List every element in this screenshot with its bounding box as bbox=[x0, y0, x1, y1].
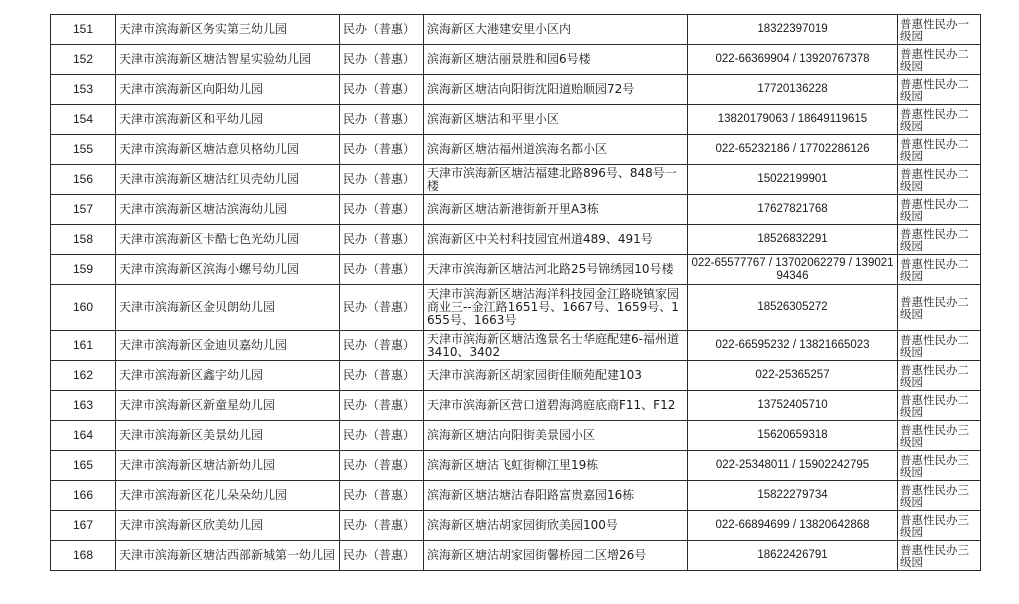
ownership-type-cell: 民办（普惠） bbox=[340, 391, 424, 421]
table-row bbox=[51, 45, 981, 75]
table-row bbox=[51, 361, 981, 391]
phone-cell: 15022199901 bbox=[688, 165, 898, 195]
kindergarten-name-cell: 天津市滨海新区卡酷七色光幼儿园 bbox=[116, 225, 340, 255]
table-row bbox=[51, 421, 981, 451]
row-number-cell: 151 bbox=[51, 15, 116, 45]
ownership-type-cell: 民办（普惠） bbox=[340, 511, 424, 541]
table-row bbox=[51, 225, 981, 255]
address-cell: 天津市滨海新区营口道碧海鸿庭底商F11、F12 bbox=[424, 391, 688, 421]
kindergarten-name-cell: 天津市滨海新区欣美幼儿园 bbox=[116, 511, 340, 541]
address-cell: 滨海新区塘沽和平里小区 bbox=[424, 105, 688, 135]
table-row bbox=[51, 391, 981, 421]
table-row bbox=[51, 331, 981, 361]
phone-cell: 17627821768 bbox=[688, 195, 898, 225]
row-number-cell: 161 bbox=[51, 331, 116, 361]
table-body bbox=[51, 15, 981, 571]
ownership-type-cell: 民办（普惠） bbox=[340, 225, 424, 255]
phone-cell: 022-66894699 / 13820642868 bbox=[688, 511, 898, 541]
phone-cell: 022-25348011 / 15902242795 bbox=[688, 451, 898, 481]
address-cell: 天津市滨海新区塘沽逸景名士华庭配建6-福州道3410、3402 bbox=[424, 331, 688, 361]
address-cell: 滨海新区中关村科技园宜州道489、491号 bbox=[424, 225, 688, 255]
table-row bbox=[51, 541, 981, 571]
phone-cell: 18526305272 bbox=[688, 285, 898, 331]
kindergarten-name-cell: 天津市滨海新区美景幼儿园 bbox=[116, 421, 340, 451]
kindergarten-name-cell: 天津市滨海新区塘沽滨海幼儿园 bbox=[116, 195, 340, 225]
kindergarten-name-cell: 天津市滨海新区滨海小螺号幼儿园 bbox=[116, 255, 340, 285]
kindergarten-name-cell: 天津市滨海新区塘沽智星实验幼儿园 bbox=[116, 45, 340, 75]
ownership-type-cell: 民办（普惠） bbox=[340, 421, 424, 451]
ownership-type-cell: 民办（普惠） bbox=[340, 195, 424, 225]
level-cell: 普惠性民办二级园 bbox=[898, 331, 981, 361]
table-row bbox=[51, 481, 981, 511]
kindergarten-table bbox=[50, 14, 981, 571]
address-cell: 滨海新区塘沽胡家园街欣美园100号 bbox=[424, 511, 688, 541]
ownership-type-cell: 民办（普惠） bbox=[340, 15, 424, 45]
level-cell: 普惠性民办三级园 bbox=[898, 421, 981, 451]
level-cell: 普惠性民办二级园 bbox=[898, 135, 981, 165]
level-cell: 普惠性民办二级园 bbox=[898, 45, 981, 75]
table-row bbox=[51, 105, 981, 135]
kindergarten-name-cell: 天津市滨海新区花儿朵朵幼儿园 bbox=[116, 481, 340, 511]
table-row bbox=[51, 135, 981, 165]
address-cell: 滨海新区塘沽胡家园街馨桥园二区增26号 bbox=[424, 541, 688, 571]
address-cell: 滨海新区塘沽飞虹街柳江里19栋 bbox=[424, 451, 688, 481]
level-cell: 普惠性民办三级园 bbox=[898, 451, 981, 481]
row-number-cell: 168 bbox=[51, 541, 116, 571]
ownership-type-cell: 民办（普惠） bbox=[340, 331, 424, 361]
table-row bbox=[51, 195, 981, 225]
phone-cell: 022-65577767 / 13702062279 / 13902194346 bbox=[688, 255, 898, 285]
level-cell: 普惠性民办二级园 bbox=[898, 391, 981, 421]
row-number-cell: 152 bbox=[51, 45, 116, 75]
phone-cell: 13752405710 bbox=[688, 391, 898, 421]
kindergarten-name-cell: 天津市滨海新区向阳幼儿园 bbox=[116, 75, 340, 105]
address-cell: 滨海新区塘沽塘沽春阳路富贵嘉园16栋 bbox=[424, 481, 688, 511]
address-cell: 天津市滨海新区胡家园街佳顺苑配建103 bbox=[424, 361, 688, 391]
ownership-type-cell: 民办（普惠） bbox=[340, 481, 424, 511]
phone-cell: 18322397019 bbox=[688, 15, 898, 45]
address-cell: 滨海新区塘沽新港街新开里A3栋 bbox=[424, 195, 688, 225]
phone-cell: 022-66369904 / 13920767378 bbox=[688, 45, 898, 75]
row-number-cell: 166 bbox=[51, 481, 116, 511]
level-cell: 普惠性民办三级园 bbox=[898, 511, 981, 541]
ownership-type-cell: 民办（普惠） bbox=[340, 541, 424, 571]
table-row bbox=[51, 451, 981, 481]
ownership-type-cell: 民办（普惠） bbox=[340, 45, 424, 75]
kindergarten-name-cell: 天津市滨海新区金贝朗幼儿园 bbox=[116, 285, 340, 331]
row-number-cell: 162 bbox=[51, 361, 116, 391]
phone-cell: 15822279734 bbox=[688, 481, 898, 511]
phone-cell: 18622426791 bbox=[688, 541, 898, 571]
level-cell: 普惠性民办三级园 bbox=[898, 481, 981, 511]
level-cell: 普惠性民办一级园 bbox=[898, 15, 981, 45]
table-row bbox=[51, 75, 981, 105]
address-cell: 滨海新区塘沽向阳街美景园小区 bbox=[424, 421, 688, 451]
ownership-type-cell: 民办（普惠） bbox=[340, 75, 424, 105]
phone-cell: 022-65232186 / 17702286126 bbox=[688, 135, 898, 165]
row-number-cell: 164 bbox=[51, 421, 116, 451]
row-number-cell: 159 bbox=[51, 255, 116, 285]
ownership-type-cell: 民办（普惠） bbox=[340, 105, 424, 135]
row-number-cell: 153 bbox=[51, 75, 116, 105]
row-number-cell: 163 bbox=[51, 391, 116, 421]
level-cell: 普惠性民办二级园 bbox=[898, 195, 981, 225]
address-cell: 天津市滨海新区塘沽福建北路896号、848号一楼 bbox=[424, 165, 688, 195]
kindergarten-name-cell: 天津市滨海新区塘沽西部新城第一幼儿园 bbox=[116, 541, 340, 571]
kindergarten-name-cell: 天津市滨海新区塘沽意贝格幼儿园 bbox=[116, 135, 340, 165]
ownership-type-cell: 民办（普惠） bbox=[340, 361, 424, 391]
table-row bbox=[51, 15, 981, 45]
ownership-type-cell: 民办（普惠） bbox=[340, 255, 424, 285]
phone-cell: 17720136228 bbox=[688, 75, 898, 105]
address-cell: 滨海新区塘沽向阳街沈阳道贻顺园72号 bbox=[424, 75, 688, 105]
table-row bbox=[51, 285, 981, 331]
kindergarten-name-cell: 天津市滨海新区塘沽红贝壳幼儿园 bbox=[116, 165, 340, 195]
phone-cell: 18526832291 bbox=[688, 225, 898, 255]
table-row bbox=[51, 511, 981, 541]
kindergarten-name-cell: 天津市滨海新区和平幼儿园 bbox=[116, 105, 340, 135]
ownership-type-cell: 民办（普惠） bbox=[340, 135, 424, 165]
ownership-type-cell: 民办（普惠） bbox=[340, 165, 424, 195]
kindergarten-name-cell: 天津市滨海新区塘沽新幼儿园 bbox=[116, 451, 340, 481]
address-cell: 天津市滨海新区塘沽海洋科技园金江路晓镇家园商业三--金江路1651号、1667号、1659号、1655号、1663号 bbox=[424, 285, 688, 331]
row-number-cell: 160 bbox=[51, 285, 116, 331]
row-number-cell: 165 bbox=[51, 451, 116, 481]
kindergarten-name-cell: 天津市滨海新区新童星幼儿园 bbox=[116, 391, 340, 421]
level-cell: 普惠性民办二级园 bbox=[898, 75, 981, 105]
kindergarten-name-cell: 天津市滨海新区务实第三幼儿园 bbox=[116, 15, 340, 45]
ownership-type-cell: 民办（普惠） bbox=[340, 285, 424, 331]
table-row bbox=[51, 255, 981, 285]
level-cell: 普惠性民办三级园 bbox=[898, 541, 981, 571]
level-cell: 普惠性民办二级园 bbox=[898, 285, 981, 331]
ownership-type-cell: 民办（普惠） bbox=[340, 451, 424, 481]
kindergarten-name-cell: 天津市滨海新区金迪贝嘉幼儿园 bbox=[116, 331, 340, 361]
phone-cell: 022-66595232 / 13821665023 bbox=[688, 331, 898, 361]
level-cell: 普惠性民办二级园 bbox=[898, 165, 981, 195]
table-row bbox=[51, 165, 981, 195]
address-cell: 滨海新区塘沽福州道滨海名都小区 bbox=[424, 135, 688, 165]
kindergarten-name-cell: 天津市滨海新区鑫宇幼儿园 bbox=[116, 361, 340, 391]
address-cell: 滨海新区大港建安里小区内 bbox=[424, 15, 688, 45]
phone-cell: 022-25365257 bbox=[688, 361, 898, 391]
row-number-cell: 167 bbox=[51, 511, 116, 541]
address-cell: 天津市滨海新区塘沽河北路25号锦绣园10号楼 bbox=[424, 255, 688, 285]
phone-cell: 13820179063 / 18649119615 bbox=[688, 105, 898, 135]
row-number-cell: 158 bbox=[51, 225, 116, 255]
level-cell: 普惠性民办二级园 bbox=[898, 105, 981, 135]
address-cell: 滨海新区塘沽丽景胜和园6号楼 bbox=[424, 45, 688, 75]
phone-cell: 15620659318 bbox=[688, 421, 898, 451]
row-number-cell: 156 bbox=[51, 165, 116, 195]
row-number-cell: 154 bbox=[51, 105, 116, 135]
row-number-cell: 155 bbox=[51, 135, 116, 165]
level-cell: 普惠性民办二级园 bbox=[898, 361, 981, 391]
level-cell: 普惠性民办二级园 bbox=[898, 225, 981, 255]
row-number-cell: 157 bbox=[51, 195, 116, 225]
level-cell: 普惠性民办二级园 bbox=[898, 255, 981, 285]
